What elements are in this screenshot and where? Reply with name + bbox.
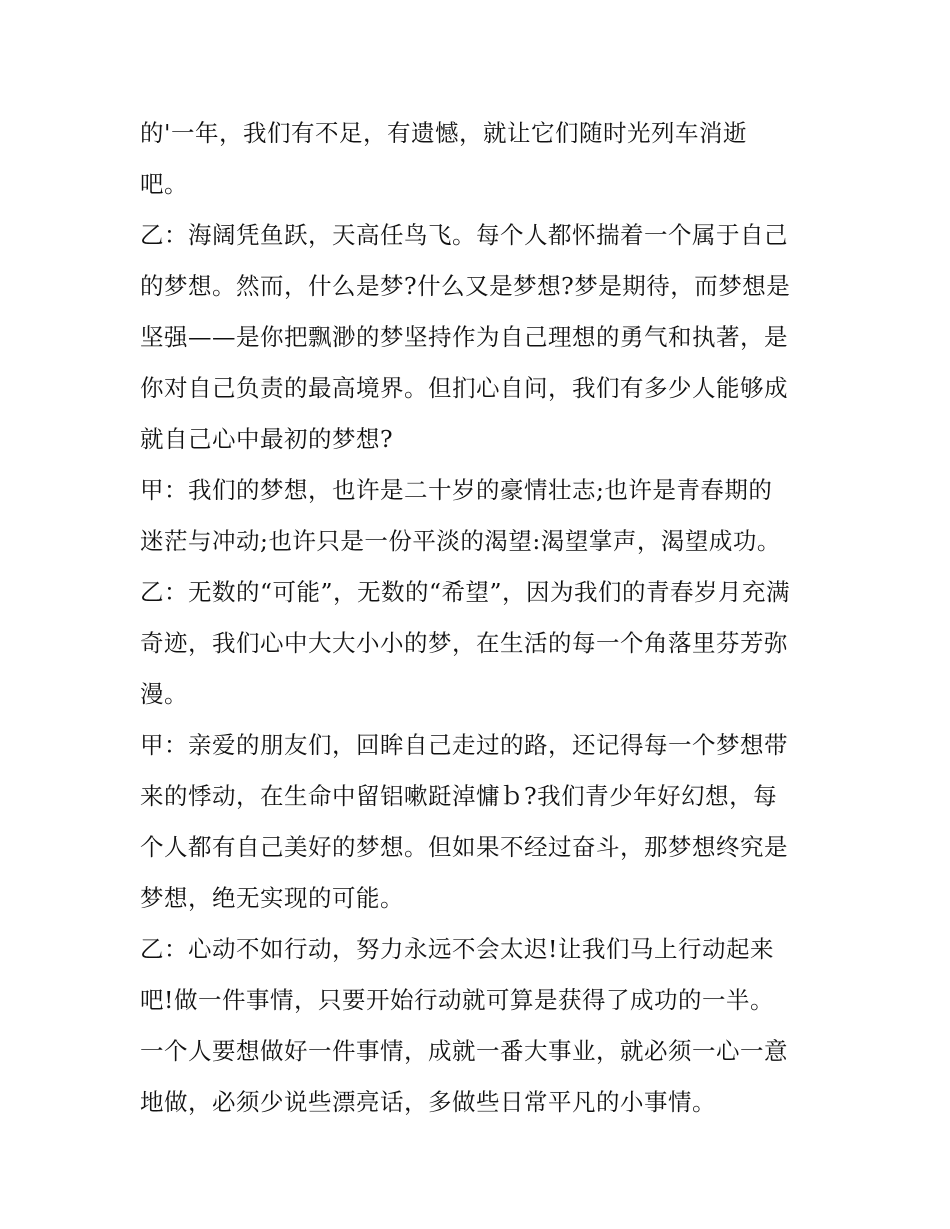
text-line: 甲：我们的梦想，也许是二十岁的豪情壮志;也许是青春期的 bbox=[140, 476, 773, 504]
text-line: 来的悸动，在生命中留铝嗽跹淖慵ｂ?我们青少年好幻想，每 bbox=[140, 782, 778, 810]
text-line: 乙：海阔凭鱼跃，天高任鸟飞。每个人都怀揣着一个属于自己 bbox=[140, 221, 788, 249]
text-line: 甲：亲爱的朋友们，回眸自己走过的路，还记得每一个梦想带 bbox=[140, 731, 788, 759]
text-line: 乙：心动不如行动，努力永远不会太迟!让我们马上行动起来 bbox=[140, 935, 774, 963]
text-line: 吧!做一件事情，只要开始行动就可算是获得了成功的一半。 bbox=[140, 986, 774, 1014]
text-line: 你对自己负责的最高境界。但扪心自问，我们有多少人能够成 bbox=[140, 374, 788, 402]
text-line: 乙：无数的“可能”，无数的“希望”，因为我们的青春岁月充满 bbox=[140, 578, 791, 606]
text-line: 奇迹，我们心中大大小小的梦，在生活的每一个角落里芬芳弥 bbox=[140, 629, 788, 657]
text-line: 一个人要想做好一件事情，成就一番大事业，就必须一心一意 bbox=[140, 1037, 788, 1065]
text-line: 吧。 bbox=[140, 170, 188, 198]
text-line: 的'一年，我们有不足，有遗憾，就让它们随时光列车消逝 bbox=[140, 119, 747, 147]
text-line: 的梦想。然而，什么是梦?什么又是梦想?梦是期待，而梦想是 bbox=[140, 272, 791, 300]
text-line: 就自己心中最初的梦想? bbox=[140, 425, 394, 453]
text-line: 地做，必须少说些漂亮话，多做些日常平凡的小事情。 bbox=[140, 1088, 716, 1116]
document-body bbox=[140, 108, 820, 1128]
text-line: 漫。 bbox=[140, 680, 188, 708]
text-line: 坚强——是你把飘渺的梦坚持作为自己理想的勇气和执著，是 bbox=[140, 323, 788, 351]
text-line: 迷茫与冲动;也许只是一份平淡的渴望:渴望掌声，渴望成功。 bbox=[140, 527, 781, 555]
text-line: 个人都有自己美好的梦想。但如果不经过奋斗，那梦想终究是 bbox=[140, 833, 788, 861]
text-line: 梦想，绝无实现的可能。 bbox=[140, 884, 404, 912]
